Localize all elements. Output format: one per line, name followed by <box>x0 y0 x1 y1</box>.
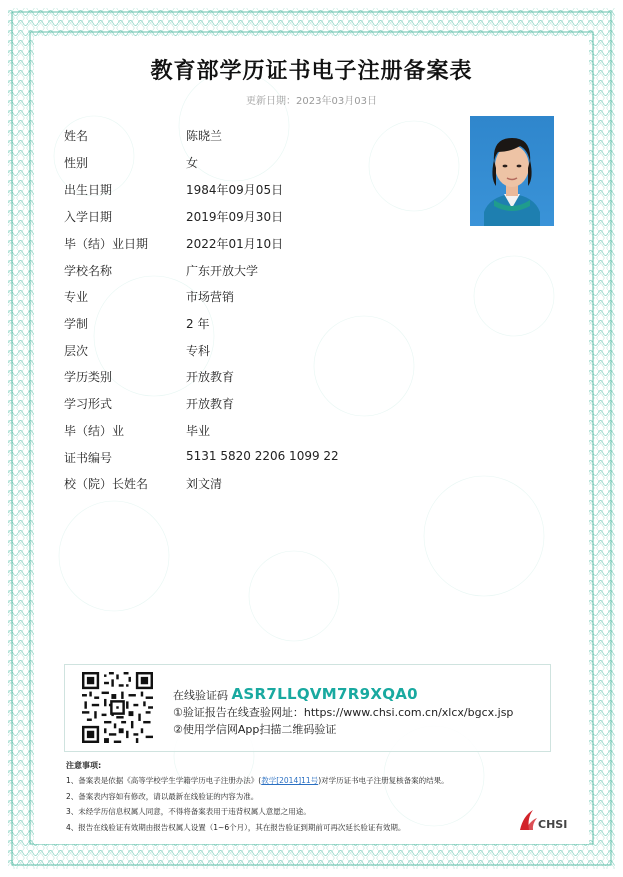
field-duration <box>64 315 464 335</box>
field-value: 2019年09月30日 <box>186 210 284 224</box>
note-item-4: 4、报告在线验证有效期由报告权属人设置（1~6个月），其在报告验证到期前可再次延长验证有效期。 <box>66 823 406 832</box>
field-label: 学历类别 <box>64 370 113 384</box>
field-value: 5131 5820 2206 1099 22 <box>186 449 339 463</box>
student-photo <box>470 116 554 226</box>
field-value: 陈晓兰 <box>186 129 223 143</box>
field-graduation-status <box>64 422 464 442</box>
note-text: 1、备案表是依据《高等学校学生学籍学历电子注册办法》( <box>66 776 262 785</box>
regulation-link[interactable]: 教学[2014]11号 <box>261 776 319 785</box>
field-label: 毕（结）业 <box>64 424 125 438</box>
verification-code-label: 在线验证码 <box>173 689 228 702</box>
field-birth-date <box>64 181 464 201</box>
field-label: 出生日期 <box>64 183 113 197</box>
field-graduation-date <box>64 235 464 255</box>
document-title: 教育部学历证书电子注册备案表 <box>150 59 473 84</box>
field-label: 入学日期 <box>64 210 113 224</box>
updated-value: 2023年03月03日 <box>296 96 377 107</box>
field-value: 2 年 <box>186 317 210 331</box>
field-value: 2022年01月10日 <box>186 237 284 251</box>
field-value: 市场营销 <box>186 290 235 304</box>
note-text: )对学历证书电子注册复核备案的结果。 <box>318 776 449 785</box>
field-level <box>64 342 464 362</box>
verification-code-line <box>173 685 418 703</box>
field-label: 姓名 <box>64 129 89 143</box>
notes-title: 注意事项: <box>66 761 102 770</box>
field-name <box>64 127 464 147</box>
note-item-1 <box>66 775 449 786</box>
updated-label: 更新日期： <box>246 96 297 107</box>
field-label: 学习形式 <box>64 397 113 411</box>
field-gender <box>64 154 464 174</box>
field-label: 证书编号 <box>64 451 113 465</box>
field-certificate-number <box>64 449 464 469</box>
chsi-logo-text: CHSI <box>538 818 568 831</box>
updated-date <box>0 92 623 107</box>
field-label: 学校名称 <box>64 264 113 278</box>
verification-code[interactable]: ASR7LLQVM7R9XQA0 <box>231 685 418 703</box>
field-value: 开放教育 <box>186 370 235 384</box>
field-school-name <box>64 262 464 282</box>
field-label: 学制 <box>64 317 89 331</box>
field-value: 女 <box>186 156 199 170</box>
field-label: 层次 <box>64 344 89 358</box>
field-enroll-date <box>64 208 464 228</box>
note-item-3: 3、未经学历信息权属人同意，不得将备案表用于违背权属人意愿之用途。 <box>66 807 311 816</box>
field-president-name <box>64 475 464 495</box>
verification-url-line[interactable]: ①验证报告在线查验网址：https://www.chsi.com.cn/xlcx/bgcx.jsp <box>173 706 514 719</box>
qr-code-icon[interactable] <box>82 672 153 743</box>
verification-app-line: ②使用学信网App扫描二维码验证 <box>173 723 337 736</box>
field-label: 毕（结）业日期 <box>64 237 149 251</box>
field-value: 刘文清 <box>186 477 223 491</box>
field-value: 毕业 <box>186 424 211 438</box>
field-label: 校（院）长姓名 <box>64 477 149 491</box>
field-major <box>64 288 464 308</box>
field-label: 性别 <box>64 156 89 170</box>
field-value: 广东开放大学 <box>186 264 259 278</box>
field-label: 专业 <box>64 290 89 304</box>
field-study-form <box>64 395 464 415</box>
field-education-category <box>64 368 464 388</box>
online-verification-box <box>64 664 551 752</box>
field-value: 开放教育 <box>186 397 235 411</box>
note-item-2: 2、备案表内容如有修改，请以最新在线验证的内容为准。 <box>66 792 259 801</box>
field-value: 1984年09月05日 <box>186 183 284 197</box>
field-value: 专科 <box>186 344 211 358</box>
